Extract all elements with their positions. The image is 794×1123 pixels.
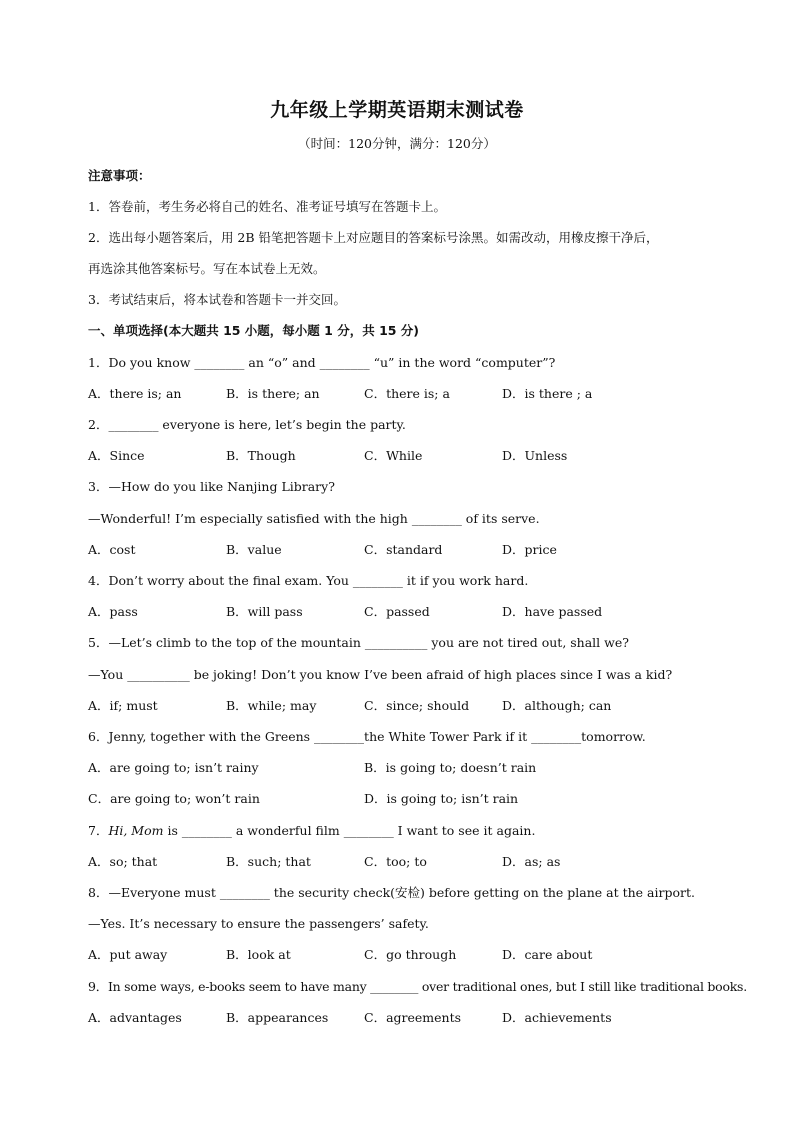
q9-option-d: D．achievements (502, 1010, 612, 1025)
q5-option-b: B．while; may (226, 698, 317, 713)
q4-option-d: D．have passed (502, 604, 603, 619)
q4-option-a: A．pass (88, 604, 138, 619)
q8-option-b: B．look at (226, 947, 291, 962)
exam-title: 九年级上学期英语期末测试卷 (270, 99, 524, 121)
question-6-stem: 6．Jenny, together with the Greens ________the White Tower Park if it ________tomorrow. (88, 729, 646, 744)
notice-item: 1．答卷前，考生务必将自己的姓名、准考证号填写在答题卡上。 (88, 199, 446, 214)
q2-option-b: B．Though (226, 448, 296, 463)
q9-option-b: B．appearances (226, 1010, 329, 1025)
section-heading: 一、单项选择(本大题共 15 小题，每小题 1 分，共 15 分) (88, 323, 420, 338)
question-2-stem: 2．________ everyone is here, let’s begin the party. (88, 417, 406, 432)
question-4-stem: 4．Don’t worry about the final exam. You ________ it if you work hard. (88, 573, 529, 588)
q1-option-c: C．there is; a (364, 386, 450, 401)
q6-option-c: C．are going to; won’t rain (88, 791, 260, 806)
question-8-stem-2: —Yes. It’s necessary to ensure the passengers’ safety. (88, 916, 429, 931)
q9-option-a: A．advantages (88, 1010, 182, 1025)
q2-option-a: A．Since (88, 448, 145, 463)
q1-option-d: D．is there ; a (502, 386, 593, 401)
notice-item: 2．选出每小题答案后，用 2B 铅笔把答题卡上对应题目的答案标号涂黑。如需改动，用橡皮擦干净后， (88, 230, 659, 245)
exam-subtitle: （时间：120分钟，满分：120分） (298, 136, 496, 151)
q6-option-a: A．are going to; isn’t rainy (88, 760, 259, 775)
q3-option-c: C．standard (364, 542, 443, 557)
q3-option-d: D．price (502, 542, 557, 557)
question-8-stem: 8．—Everyone must ________ the security check(安检) before getting on the plane at the airport. (88, 885, 695, 900)
q7-number: 7． (88, 823, 109, 838)
q6-option-b: B．is going to; doesn’t rain (364, 760, 537, 775)
q2-option-c: C．While (364, 448, 423, 463)
q4-option-c: C．passed (364, 604, 430, 619)
q6-option-d: D．is going to; isn’t rain (364, 791, 519, 806)
question-5-stem: 5．—Let’s climb to the top of the mountain __________ you are not tired out, shall we? (88, 635, 629, 650)
q3-option-b: B．value (226, 542, 282, 557)
q1-option-b: B．is there; an (226, 386, 320, 401)
q1-option-a: A．there is; an (88, 386, 182, 401)
q8-option-c: C．go through (364, 947, 457, 962)
notice-heading: 注意事项： (88, 168, 151, 183)
q7-option-c: C．too; to (364, 854, 427, 869)
question-1-stem: 1．Do you know ________ an “o” and ________ “u” in the word “computer”? (88, 355, 556, 370)
q8-option-a: A．put away (88, 947, 168, 962)
q7-rest: is ________ a wonderful film ________ I want to see it again. (163, 823, 536, 838)
q5-option-d: D．although; can (502, 698, 612, 713)
q3-option-a: A．cost (88, 542, 136, 557)
question-5-stem-2: —You __________ be joking! Don’t you know I’ve been afraid of high places since I was a kid? (88, 667, 673, 682)
question-7-stem (88, 822, 535, 840)
q4-option-b: B．will pass (226, 604, 303, 619)
q7-option-b: B．such; that (226, 854, 311, 869)
question-3-stem: 3．—How do you like Nanjing Library? (88, 479, 335, 494)
q5-option-c: C．since; should (364, 698, 470, 713)
q7-option-a: A．so; that (88, 854, 158, 869)
q2-option-d: D．Unless (502, 448, 568, 463)
q8-option-d: D．care about (502, 947, 593, 962)
q5-option-a: A．if; must (88, 698, 158, 713)
notice-item: 3．考试结束后，将本试卷和答题卡一并交回。 (88, 292, 346, 307)
q7-film-title: Hi, Mom (108, 823, 164, 838)
q9-option-c: C．agreements (364, 1010, 462, 1025)
notice-item: 再选涂其他答案标号。写在本试卷上无效。 (88, 261, 326, 276)
q7-option-d: D．as; as (502, 854, 561, 869)
question-3-stem-2: —Wonderful! I’m especially satisfied with the high ________ of its serve. (88, 511, 540, 526)
question-9-stem: 9．In some ways, e-books seem to have many ________ over traditional ones, but I still like traditional books. (88, 979, 747, 994)
